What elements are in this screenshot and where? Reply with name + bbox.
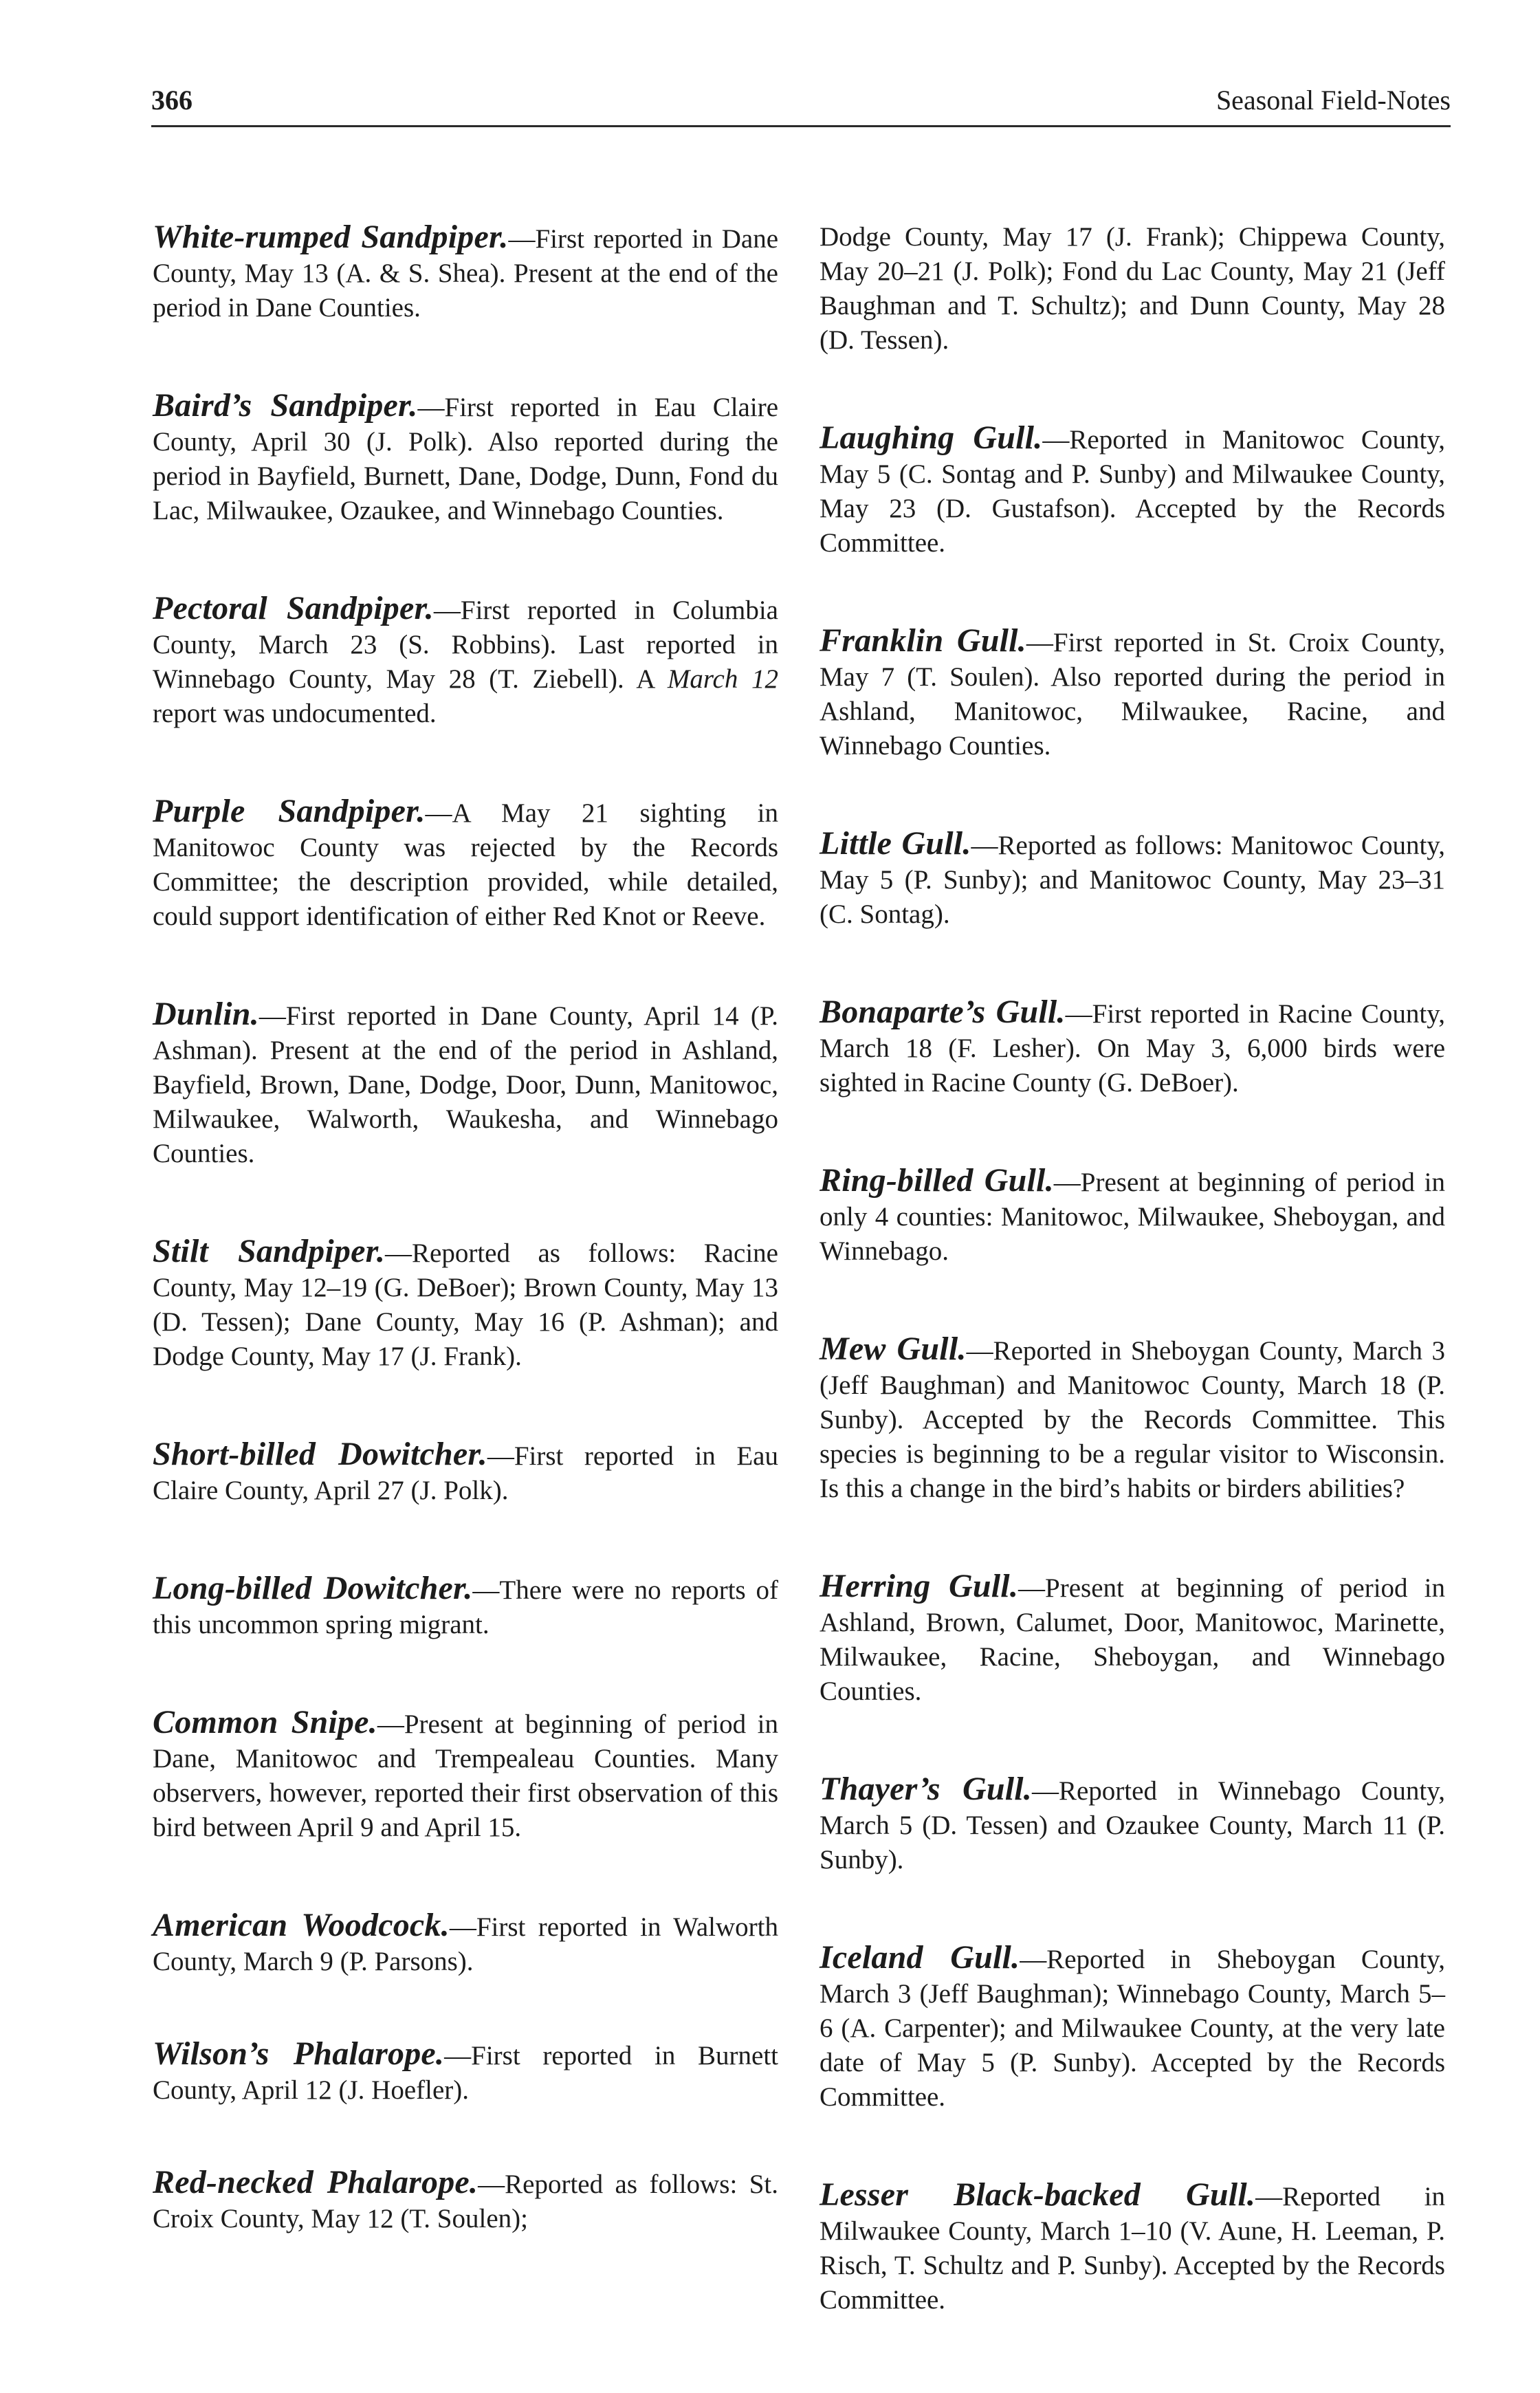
species-entry: [153, 389, 778, 528]
species-name: Dunlin.: [153, 996, 259, 1032]
species-text: —Reported as follows: St. Croix County, May 12 (T. Soulen);: [153, 2170, 778, 2233]
species-entry: [820, 1772, 1445, 1877]
page-header: [151, 80, 1451, 127]
species-entry: [153, 591, 778, 731]
species-entry: [820, 2178, 1445, 2317]
species-entry: [153, 794, 778, 934]
species-text: —First reported in St. Croix County, May 7 (T. Soulen). Also reported during the period in Ashland, Manitowoc, Milwaukee, Racine, and Winnebago Counties.: [820, 628, 1445, 761]
species-name: Bonaparte’s Gull.: [820, 994, 1066, 1030]
species-name: Herring Gull.: [820, 1568, 1019, 1604]
species-name: Common Snipe.: [153, 1704, 377, 1740]
species-text: —Present at beginning of period in Dane, Manitowoc and Trempealeau Counties. Many observers, however, reported their first observation of this bird between April 9 and April 15.: [153, 1709, 778, 1842]
species-text: —First reported in Walworth County, March 9 (P. Parsons).: [153, 1912, 778, 1976]
species-name: Laughing Gull.: [820, 419, 1043, 456]
species-name: American Woodcock.: [153, 1907, 450, 1943]
species-text-italic: March 12: [667, 664, 778, 694]
species-text: —First reported in Burnett County, April 12 (J. Hoefler).: [153, 2041, 778, 2105]
species-entry: [820, 1569, 1445, 1709]
species-name: Pectoral Sandpiper.: [153, 590, 434, 626]
species-entry: [820, 995, 1445, 1100]
species-text: —Reported as follows: Manitowoc County, May 5 (P. Sunby); and Manitowoc County, May 23–31 (C. Sontag).: [820, 831, 1445, 929]
species-name: Wilson’s Phalarope.: [153, 2035, 445, 2072]
species-entry: [820, 1941, 1445, 2115]
species-text-after: report was undocumented.: [153, 699, 437, 728]
right-column: [820, 220, 1445, 2381]
species-entry: [153, 220, 778, 325]
species-name: Iceland Gull.: [820, 1939, 1020, 1976]
species-entry: [153, 1571, 778, 1642]
species-text: —Present at beginning of period in Ashland, Brown, Calumet, Door, Manitowoc, Marinette, Milwaukee, Racine, Sheboygan, and Winnebago Counties.: [820, 1573, 1445, 1706]
species-name: Purple Sandpiper.: [153, 793, 426, 829]
species-text: —Reported in Sheboygan County, March 3 (Jeff Baughman); Winnebago County, March 5–6 (A. Carpenter); and Milwaukee County, at the very late date of May 5 (P. Sunby). Accepted by the Records Committee.: [820, 1945, 1445, 2112]
species-entry: [153, 1908, 778, 1979]
species-name: Little Gull.: [820, 825, 971, 862]
species-entry: [153, 1437, 778, 1508]
species-entry: [153, 1705, 778, 1845]
species-text: —Reported in Sheboygan County, March 3 (Jeff Baughman) and Manitowoc County, March 18 (P. Sunby). Accepted by the Records Committee. This species is beginning to be a regular visitor to Wisconsin. Is this a change in the bird’s habits or birders abilities?: [820, 1336, 1445, 1503]
species-text: —Present at beginning of period in only 4 counties: Manitowoc, Milwaukee, Sheboygan, and Winnebago.: [820, 1168, 1445, 1266]
species-text: —First reported in Dane County, May 13 (A. & S. Shea). Present at the end of the period in Dane Counties.: [153, 224, 779, 323]
species-name: Ring-billed Gull.: [820, 1162, 1054, 1199]
running-head: Seasonal Field-Notes: [1216, 85, 1451, 116]
species-name: Lesser Black-backed Gull.: [820, 2176, 1256, 2213]
species-text: —Reported in Manitowoc County, May 5 (C. Sontag and P. Sunby) and Milwaukee County, May 23 (D. Gustafson). Accepted by the Records Committee.: [820, 425, 1445, 558]
page-number: 366: [151, 85, 192, 116]
species-entry: [153, 997, 778, 1171]
species-name: Red-necked Phalarope.: [153, 2164, 478, 2200]
species-entry-continued: [820, 220, 1445, 358]
species-entry: [153, 1234, 778, 1374]
species-entry: [820, 1332, 1445, 1506]
species-entry: [820, 827, 1445, 932]
species-name: White-rumped Sandpiper.: [153, 219, 509, 255]
species-name: Baird’s Sandpiper.: [153, 387, 418, 424]
species-text: —Reported in Winnebago County, March 5 (D. Tessen) and Ozaukee County, March 11 (P. Sunby).: [820, 1776, 1445, 1875]
species-text: —A May 21 sighting in Manitowoc County was rejected by the Records Committee; the description provided, while detailed, could support identification of either Red Knot or Reeve.: [153, 798, 778, 931]
species-text: —Reported in Milwaukee County, March 1–10 (V. Aune, H. Leeman, P. Risch, T. Schultz and P. Sunby). Accepted by the Records Committee.: [820, 2182, 1446, 2315]
species-text: —First reported in Racine County, March 18 (F. Lesher). On May 3, 6,000 birds were sighted in Racine County (G. DeBoer).: [820, 999, 1445, 1097]
species-text: —There were no reports of this uncommon spring migrant.: [153, 1575, 778, 1639]
species-text: Dodge County, May 17 (J. Frank); Chippewa County, May 20–21 (J. Polk); Fond du Lac County, May 21 (Jeff Baughman and T. Schultz); and Dunn County, May 28 (D. Tessen).: [820, 222, 1445, 355]
species-entry: [820, 1163, 1445, 1269]
species-entry: [153, 2165, 778, 2236]
species-text: —Reported as follows: Racine County, May 12–19 (G. DeBoer); Brown County, May 13 (D. Tessen); Dane County, May 16 (P. Ashman); and Dodge County, May 17 (J. Frank).: [153, 1238, 778, 1371]
species-name: Stilt Sandpiper.: [153, 1233, 386, 1269]
species-name: Thayer’s Gull.: [820, 1771, 1032, 1807]
left-column: [153, 220, 778, 2299]
species-entry: [153, 2037, 778, 2108]
species-text: —First reported in Dane County, April 14 (P. Ashman). Present at the end of the period in Ashland, Bayfield, Brown, Dane, Dodge, Door, Dunn, Manitowoc, Milwaukee, Walworth, Waukesha, and Winnebago Counties.: [153, 1001, 778, 1168]
species-name: Franklin Gull.: [820, 622, 1026, 659]
species-entry: [820, 421, 1445, 560]
species-text: —First reported in Eau Claire County, April 30 (J. Polk). Also reported during the period in Bayfield, Burnett, Dane, Dodge, Dunn, Fond du Lac, Milwaukee, Ozaukee, and Winnebago Counties.: [153, 393, 779, 525]
species-entry: [820, 624, 1445, 763]
species-name: Mew Gull.: [820, 1331, 967, 1367]
species-text: —First reported in Columbia County, March 23 (S. Robbins). Last reported in Winnebago County, May 28 (T. Ziebell). A: [153, 595, 778, 694]
species-text: —First reported in Eau Claire County, April 27 (J. Polk).: [153, 1441, 778, 1505]
species-name: Long-billed Dowitcher.: [153, 1570, 473, 1606]
species-name: Short-billed Dowitcher.: [153, 1436, 487, 1472]
